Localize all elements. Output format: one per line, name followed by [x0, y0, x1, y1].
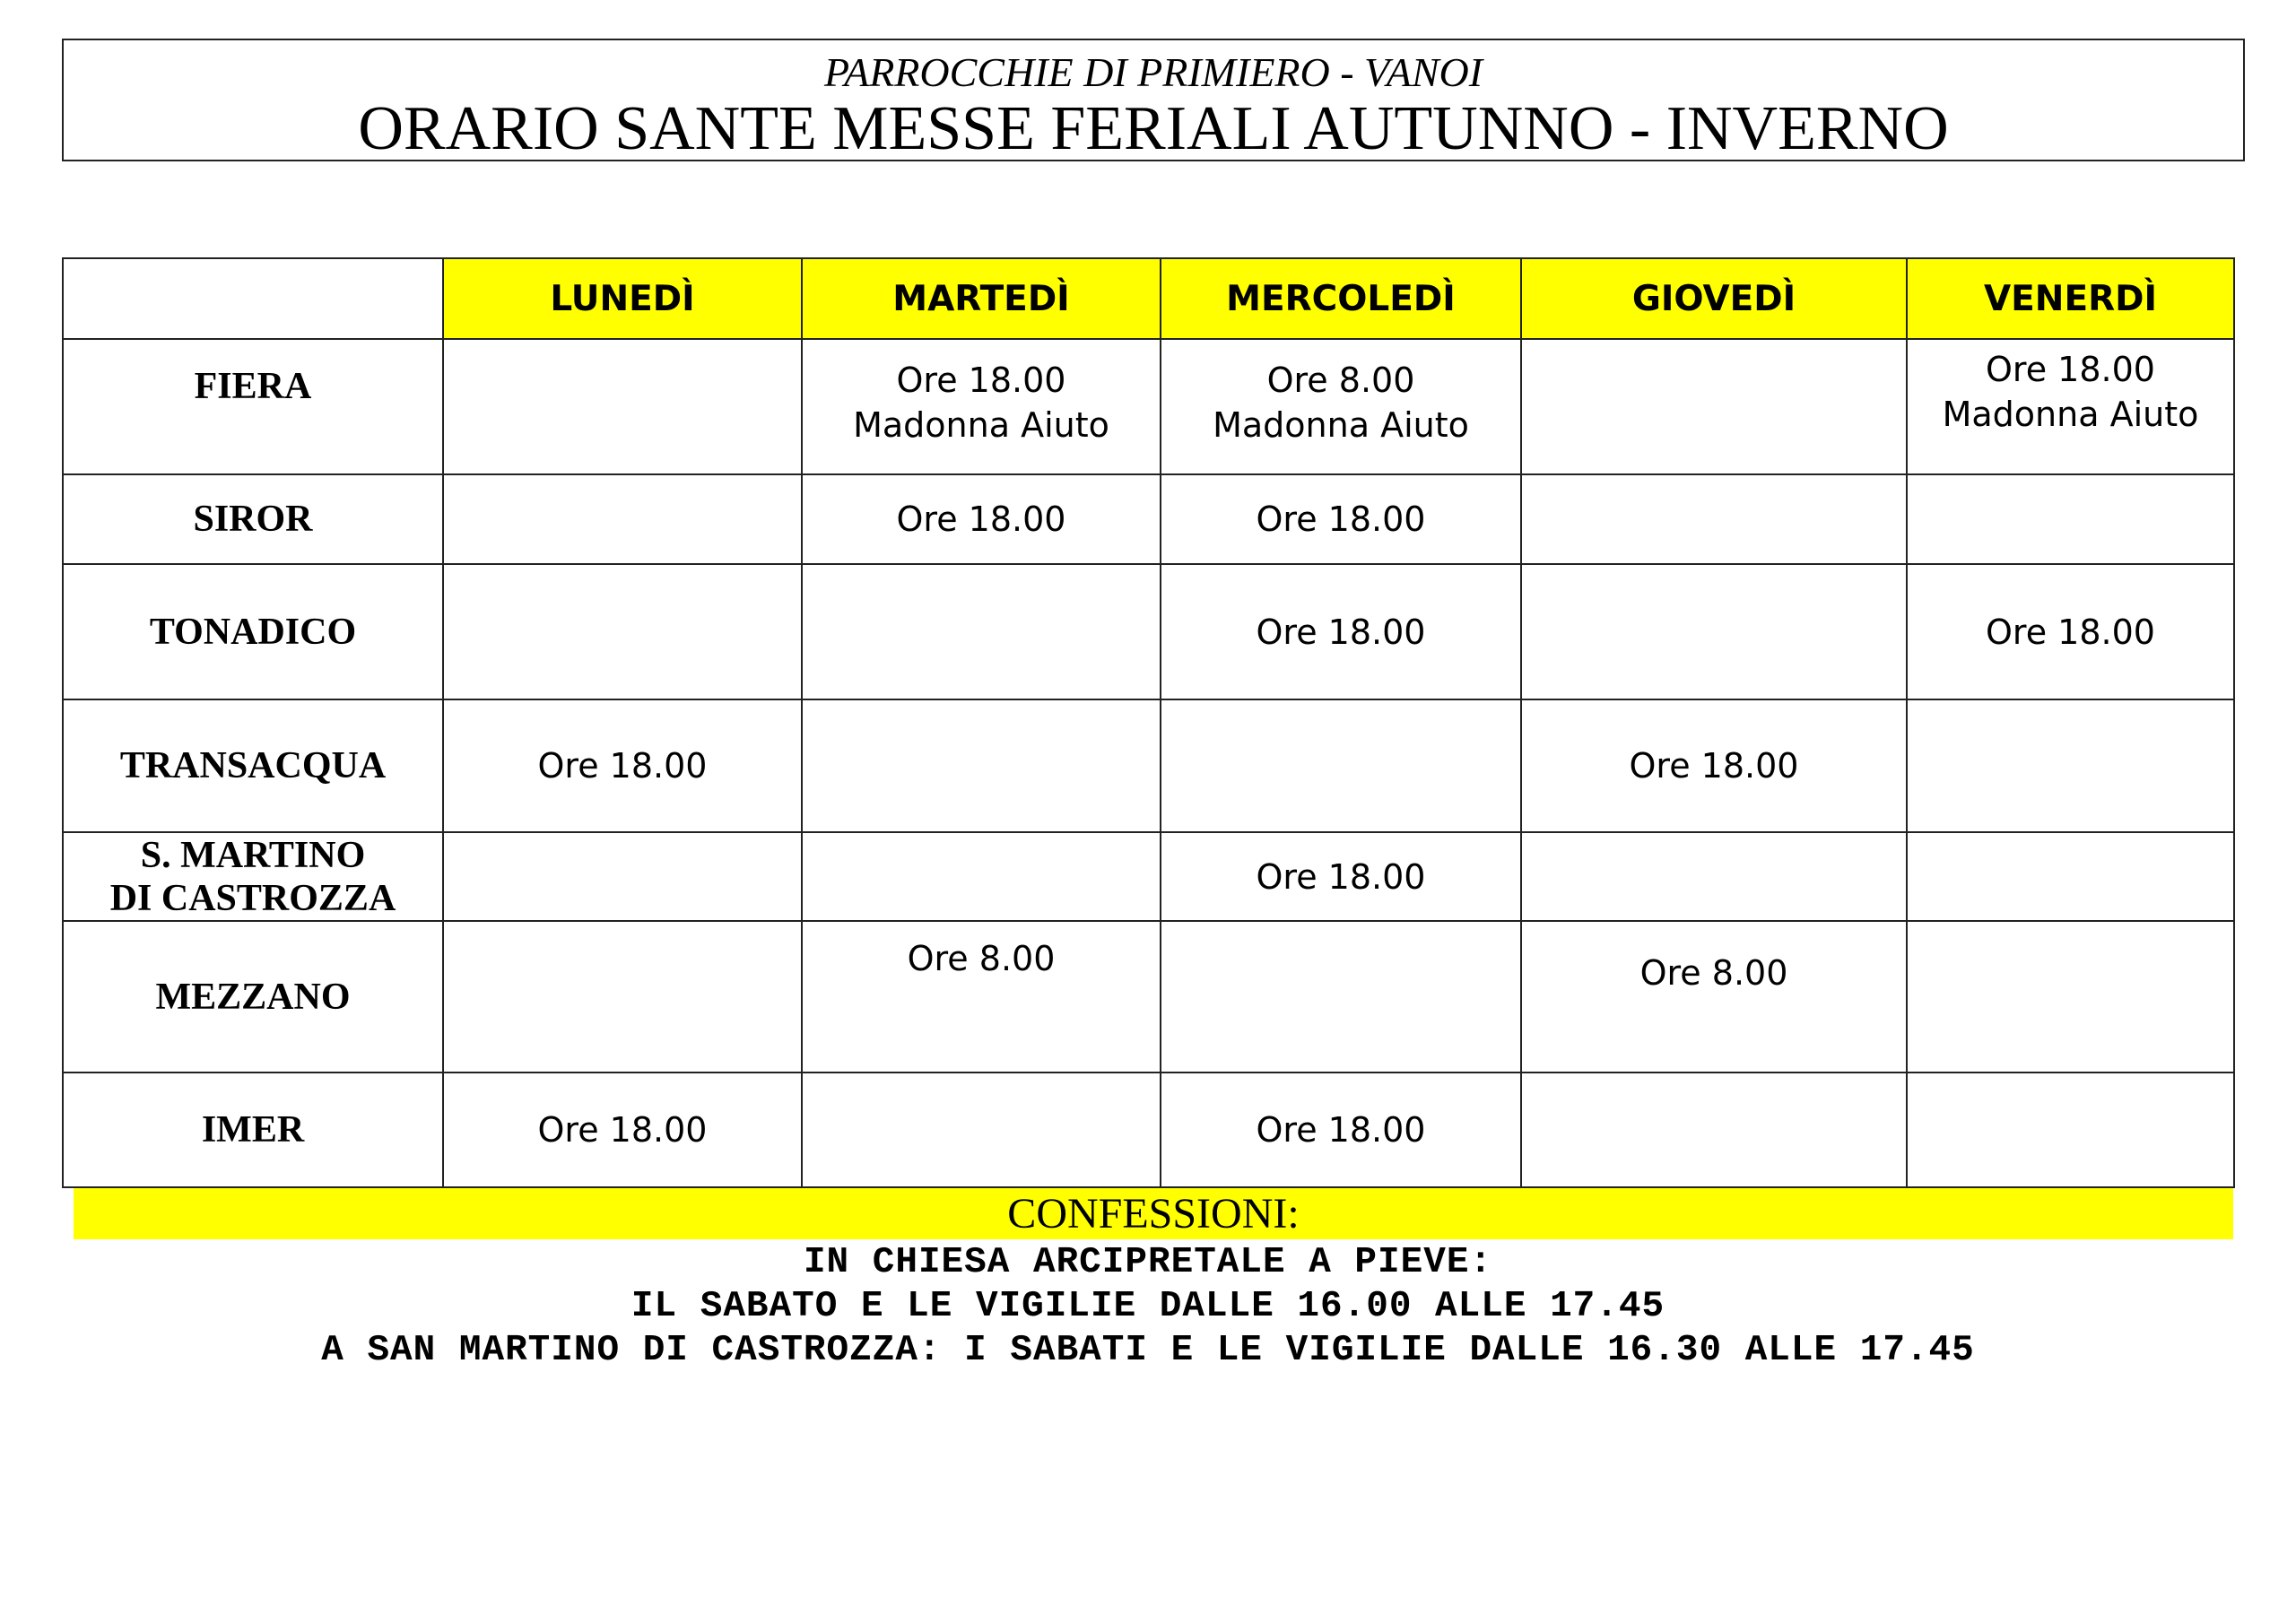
- schedule-cell: Ore 18.00: [443, 699, 802, 832]
- schedule-cell: [802, 564, 1161, 699]
- schedule-cell: Ore 18.00: [1521, 699, 1907, 832]
- day-header-friday: VENERDÌ: [1907, 258, 2234, 339]
- schedule-cell: [1521, 564, 1907, 699]
- place-name: TRANSACQUA: [63, 699, 443, 832]
- place-name: TONADICO: [63, 564, 443, 699]
- schedule-cell: [1521, 832, 1907, 921]
- schedule-cell: [802, 832, 1161, 921]
- table-row-siror: [63, 474, 2234, 564]
- schedule-cell: [1907, 832, 2234, 921]
- day-header-thursday: GIOVEDÌ: [1521, 258, 1907, 339]
- schedule-cell: [443, 832, 802, 921]
- table-header-row: [63, 258, 2234, 339]
- schedule-cell: [1161, 699, 1521, 832]
- day-header-tuesday: MARTEDÌ: [802, 258, 1161, 339]
- mass-schedule-table: [62, 257, 2235, 1188]
- schedule-cell: [443, 921, 802, 1073]
- schedule-cell: [1907, 474, 2234, 564]
- schedule-cell: [802, 1073, 1161, 1187]
- confessions-line-3: A SAN MARTINO DI CASTROZZA: I SABATI E LE VIGILIE DALLE 16.30 ALLE 17.45: [321, 1330, 1975, 1371]
- schedule-cell: [443, 339, 802, 474]
- schedule-cell: [1907, 1073, 2234, 1187]
- page-subtitle: PARROCCHIE DI PRIMIERO - VANOI: [823, 49, 1483, 95]
- schedule-cell: [802, 699, 1161, 832]
- day-header-wednesday: MERCOLEDÌ: [1161, 258, 1521, 339]
- page-title: ORARIO SANTE MESSE FERIALI AUTUNNO - INVERNO: [358, 94, 1949, 163]
- schedule-cell: [1521, 474, 1907, 564]
- schedule-cell: Ore 18.00: [802, 474, 1161, 564]
- table-row-fiera: [63, 339, 2234, 474]
- confessions-heading: CONFESSIONI:: [74, 1188, 2233, 1239]
- schedule-cell: Ore 18.00: [1161, 1073, 1521, 1187]
- schedule-cell: [1521, 339, 1907, 474]
- schedule-cell: [1907, 699, 2234, 832]
- place-name: S. MARTINO DI CASTROZZA: [63, 832, 443, 921]
- table-row-mezzano: [63, 921, 2234, 1073]
- place-name: IMER: [63, 1073, 443, 1187]
- schedule-cell: Ore 8.00: [1521, 921, 1907, 1073]
- day-header-monday: LUNEDÌ: [443, 258, 802, 339]
- schedule-cell: Ore 18.00: [1161, 564, 1521, 699]
- confessions-line-1: IN CHIESA ARCIPRETALE A PIEVE:: [803, 1242, 1493, 1283]
- schedule-cell: Ore 8.00 Madonna Aiuto: [1161, 339, 1521, 474]
- header-corner-cell: [63, 258, 443, 339]
- table-row-tonadico: [63, 564, 2234, 699]
- table-row-imer: [63, 1073, 2234, 1187]
- schedule-cell: [1521, 1073, 1907, 1187]
- schedule-cell: Ore 18.00: [1161, 832, 1521, 921]
- place-name: FIERA: [63, 339, 443, 474]
- schedule-cell: [1907, 921, 2234, 1073]
- schedule-cell: Ore 8.00: [802, 921, 1161, 1073]
- schedule-cell: Ore 18.00 Madonna Aiuto: [1907, 339, 2234, 474]
- table-row-transacqua: [63, 699, 2234, 832]
- place-name: SIROR: [63, 474, 443, 564]
- schedule-cell: [1161, 921, 1521, 1073]
- schedule-cell: Ore 18.00: [443, 1073, 802, 1187]
- schedule-cell: Ore 18.00: [1161, 474, 1521, 564]
- table-row-san-martino: [63, 832, 2234, 921]
- schedule-cell: [443, 474, 802, 564]
- schedule-cell: Ore 18.00 Madonna Aiuto: [802, 339, 1161, 474]
- place-name: MEZZANO: [63, 921, 443, 1073]
- confessions-line-2: IL SABATO E LE VIGILIE DALLE 16.00 ALLE 17.45: [631, 1286, 1665, 1327]
- schedule-cell: [443, 564, 802, 699]
- title-box: [62, 39, 2245, 161]
- schedule-cell: Ore 18.00: [1907, 564, 2234, 699]
